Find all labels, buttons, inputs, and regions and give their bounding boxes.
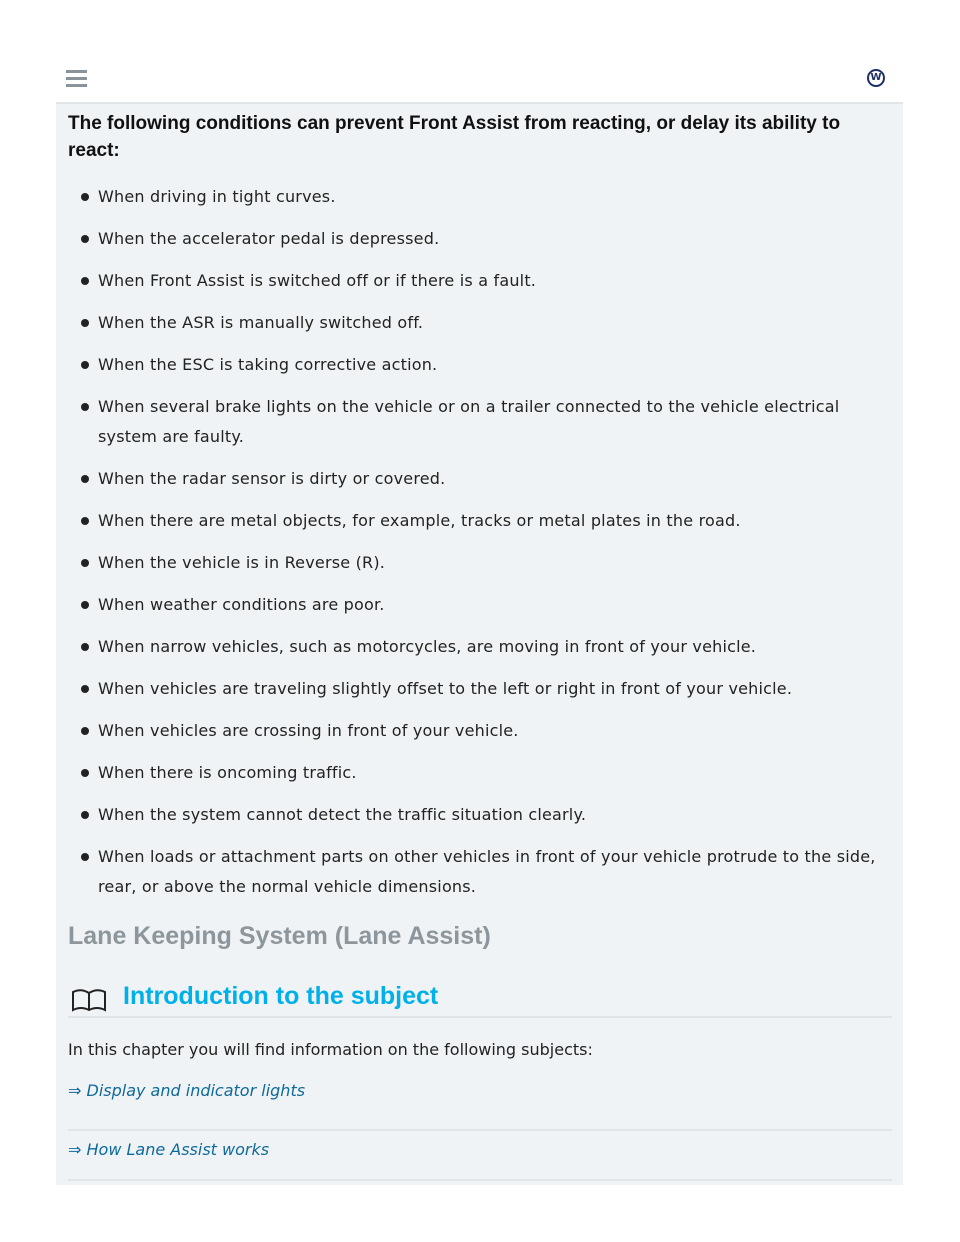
top-bar	[56, 56, 903, 104]
section-title: Lane Keeping System (Lane Assist)	[68, 922, 491, 950]
link-label[interactable]: ⇒ Display and indicator lights	[68, 1081, 306, 1100]
list-item: When the accelerator pedal is depressed.	[68, 224, 888, 254]
list-item: When there is oncoming traffic.	[68, 758, 888, 788]
list-item: When the ESC is taking corrective action.	[68, 350, 888, 380]
link-display-indicator-lights[interactable]	[68, 1079, 892, 1131]
list-item: When the vehicle is in Reverse (R).	[68, 548, 888, 578]
conditions-list	[68, 182, 888, 914]
list-item: When there are metal objects, for example, tracks or metal plates in the road.	[68, 506, 888, 536]
book-icon	[71, 988, 107, 1012]
list-item: When the ASR is manually switched off.	[68, 308, 888, 338]
intro-title: Introduction to the subject	[123, 982, 439, 1010]
menu-icon[interactable]	[66, 70, 87, 91]
content-panel	[56, 104, 903, 1185]
list-item: When weather conditions are poor.	[68, 590, 888, 620]
list-item: When vehicles are crossing in front of your vehicle.	[68, 716, 888, 746]
list-item: When vehicles are traveling slightly offset to the left or right in front of your vehicle.	[68, 674, 888, 704]
list-item: When several brake lights on the vehicle or on a trailer connected to the vehicle electrical system are faulty.	[68, 392, 888, 452]
link-label[interactable]: ⇒ How Lane Assist works	[68, 1140, 270, 1159]
list-item: When loads or attachment parts on other vehicles in front of your vehicle protrude to the side, rear, or above the normal vehicle dimensions.	[68, 842, 888, 902]
list-item: When the system cannot detect the traffic situation clearly.	[68, 800, 888, 830]
intro-header	[68, 978, 892, 1018]
list-item: When driving in tight curves.	[68, 182, 888, 212]
link-how-lane-assist-works[interactable]	[68, 1138, 892, 1181]
intro-text: In this chapter you will find information on the following subjects:	[68, 1040, 593, 1059]
list-item: When the radar sensor is dirty or covered.	[68, 464, 888, 494]
list-item: When narrow vehicles, such as motorcycles, are moving in front of your vehicle.	[68, 632, 888, 662]
vw-logo-icon[interactable]: W	[867, 69, 885, 87]
list-item: When Front Assist is switched off or if there is a fault.	[68, 266, 888, 296]
conditions-heading: The following conditions can prevent Front Assist from reacting, or delay its ability to react:	[68, 113, 841, 161]
